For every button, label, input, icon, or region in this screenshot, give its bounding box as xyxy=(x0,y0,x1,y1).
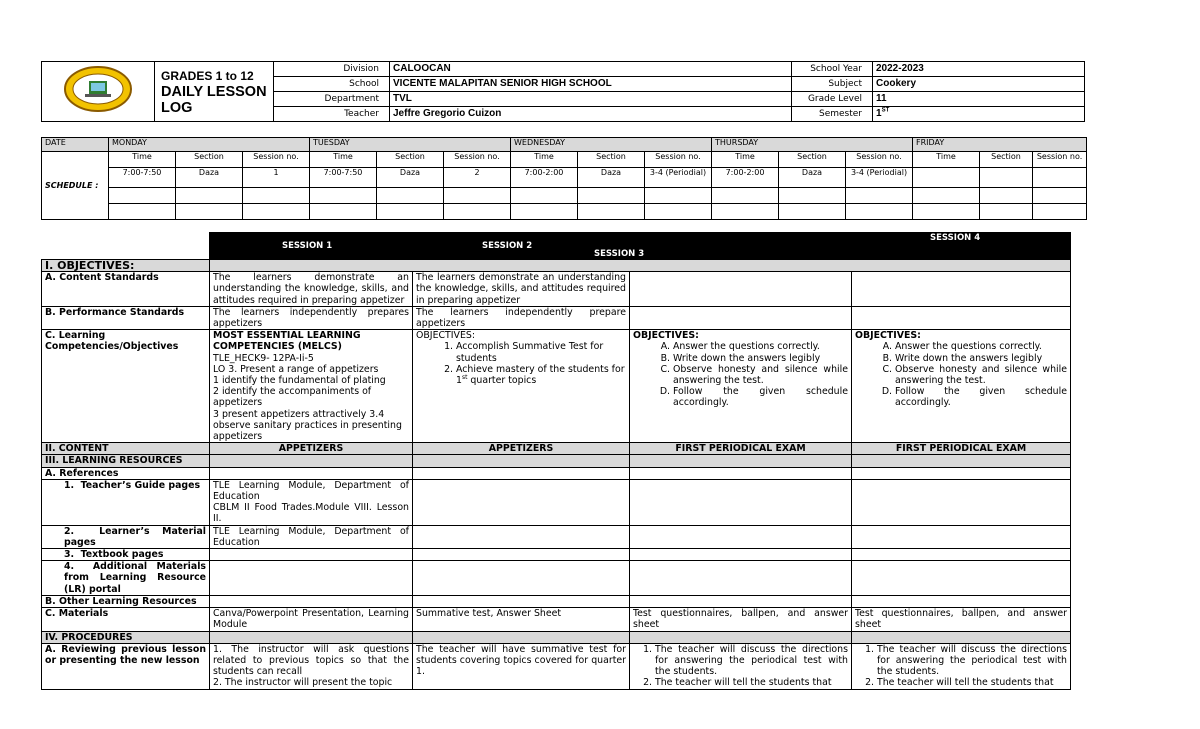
s4-objective: C. Observe honesty and silence while answering the test. xyxy=(895,364,1067,386)
col-time: Time xyxy=(712,152,779,168)
col-section: Section xyxy=(377,152,444,168)
am-s3 xyxy=(630,561,852,596)
s2-objective-2-text: Achieve mastery of the students for 1 xyxy=(456,363,625,387)
content-label-text: II. CONTENT xyxy=(45,443,109,455)
sched-cell xyxy=(712,188,779,204)
col-time: Time xyxy=(310,152,377,168)
col-time: Time xyxy=(109,152,176,168)
competencies-label-text: C. Learning Competencies/Objectives xyxy=(45,330,179,353)
col-session: Session no. xyxy=(846,152,913,168)
school-logo-cell xyxy=(42,62,155,122)
col-section: Section xyxy=(176,152,243,168)
content-s4: FIRST PERIODICAL EXAM xyxy=(852,443,1071,455)
col-section: Section xyxy=(980,152,1033,168)
materials-s3: Test questionnaires, ballpen, and answer sheet xyxy=(630,608,852,631)
competencies-label xyxy=(42,330,210,443)
title-line3: LOG xyxy=(161,99,193,116)
review-s1-item-1: 1. The instructor will ask questions related to previous topics so that the students can recall xyxy=(213,643,409,678)
s4-objective: D. Follow the given schedule accordingly. xyxy=(895,386,1067,408)
objectives-heading: I. OBJECTIVES: xyxy=(42,260,210,272)
sched-cell xyxy=(176,204,243,220)
title-line1: GRADES 1 to 12 xyxy=(161,68,254,83)
sched-cell xyxy=(913,188,980,204)
col-section: Section xyxy=(578,152,645,168)
review-s2: The teacher will have summative test for students covering topics covered for quarter 1. xyxy=(413,643,630,689)
department-label: Department xyxy=(274,92,390,107)
content-label xyxy=(42,443,210,455)
session-4-label: SESSION 4 xyxy=(930,233,981,243)
sched-cell xyxy=(176,188,243,204)
section-fill xyxy=(852,631,1071,643)
col-session: Session no. xyxy=(1033,152,1087,168)
review-s1-item-2: 2. The instructor will present the topic xyxy=(213,677,393,689)
lm-s1: TLE Learning Module, Department of Education xyxy=(210,525,413,548)
sched-cell xyxy=(779,204,846,220)
materials-s4: Test questionnaires, ballpen, and answer sheet xyxy=(852,608,1071,631)
sched-cell: 7:00-2:00 xyxy=(712,168,779,188)
content-standards-s4 xyxy=(852,272,1071,307)
performance-standards-s1: The learners independently prepares appetizers xyxy=(210,306,413,329)
school-year-label: School Year xyxy=(792,62,873,77)
section-fill xyxy=(210,260,1071,272)
section-fill xyxy=(852,455,1071,467)
session-1-label: SESSION 1 xyxy=(282,241,333,251)
sched-cell xyxy=(243,204,310,220)
semester-value xyxy=(873,107,1085,122)
sched-cell xyxy=(980,188,1033,204)
sched-cell xyxy=(1033,188,1087,204)
sched-cell xyxy=(1033,204,1087,220)
sched-cell xyxy=(310,188,377,204)
am-s1 xyxy=(210,561,413,596)
semester-label: Semester xyxy=(792,107,873,122)
teacher-label: Teacher xyxy=(274,107,390,122)
subject-value: Cookery xyxy=(873,77,1085,92)
melc-item-2: 2 identify the accompaniments of appetizers xyxy=(213,386,372,409)
olr-label: B. Other Learning Resources xyxy=(42,595,210,607)
date-label: DATE xyxy=(42,138,109,152)
materials-s1: Canva/Powerpoint Presentation, Learning Module xyxy=(210,608,413,631)
tb-label: 3. Textbook pages xyxy=(42,549,210,561)
day-thursday: THURSDAY xyxy=(712,138,913,152)
procedures-heading: IV. PROCEDURES xyxy=(42,631,210,643)
s2-objective-2 xyxy=(456,364,626,386)
s4-objective: B. Write down the answers legibly xyxy=(895,353,1067,364)
sched-cell: 2 xyxy=(444,168,511,188)
lm-label: 2. Learner’s Material pages xyxy=(42,525,210,548)
sched-cell xyxy=(846,204,913,220)
s3-objectives-heading: OBJECTIVES: xyxy=(633,330,699,342)
competencies-s1 xyxy=(210,330,413,443)
lm-s3 xyxy=(630,525,852,548)
col-time: Time xyxy=(913,152,980,168)
sched-cell: Daza xyxy=(377,168,444,188)
content-standards-label: A. Content Standards xyxy=(42,272,210,307)
blank-cell xyxy=(42,233,210,260)
dll-title xyxy=(155,62,274,122)
melc-item-1: 1 identify the fundamental of plating xyxy=(213,375,386,387)
section-fill xyxy=(210,455,413,467)
header-table xyxy=(41,61,1085,122)
tg-s4 xyxy=(852,479,1071,525)
s2-objective-1: 1. Accomplish Summative Test for students xyxy=(456,341,626,363)
sched-cell xyxy=(109,188,176,204)
schedule-table xyxy=(41,137,1087,220)
competencies-s2 xyxy=(413,330,630,443)
tb-s1 xyxy=(210,549,413,561)
sched-cell xyxy=(913,168,980,188)
performance-standards-s2: The learners independently prepare appetizers xyxy=(413,306,630,329)
sched-cell xyxy=(310,204,377,220)
olr-s1 xyxy=(210,595,413,607)
day-wednesday: WEDNESDAY xyxy=(511,138,712,152)
col-section: Section xyxy=(779,152,846,168)
col-time: Time xyxy=(511,152,578,168)
tg-s2 xyxy=(413,479,630,525)
review-s3 xyxy=(630,643,852,689)
school-logo-icon xyxy=(63,64,133,114)
ref-cell xyxy=(630,467,852,479)
title-line2: DAILY LESSON xyxy=(161,83,267,100)
lm-s4 xyxy=(852,525,1071,548)
division-value: CALOOCAN xyxy=(390,62,792,77)
performance-standards-label: B. Performance Standards xyxy=(42,306,210,329)
sched-cell xyxy=(578,188,645,204)
sched-cell xyxy=(444,204,511,220)
am-label-text: Additional Materials from Learning Resource (LR) portal xyxy=(64,561,206,595)
subject-label: Subject xyxy=(792,77,873,92)
sched-cell xyxy=(511,188,578,204)
ref-cell xyxy=(852,467,1071,479)
sched-cell: 7:00-7:50 xyxy=(310,168,377,188)
am-s4 xyxy=(852,561,1071,596)
col-session: Session no. xyxy=(243,152,310,168)
semester-number: 1 xyxy=(876,108,882,119)
division-label: Division xyxy=(274,62,390,77)
tb-s2 xyxy=(413,549,630,561)
review-label: A. Reviewing previous lesson or presenting the new lesson xyxy=(42,643,210,689)
review-s4-item: 1. The teacher will discuss the directions for answering the periodical test with the students. xyxy=(877,644,1067,678)
school-label: School xyxy=(274,77,390,92)
sched-cell: 3-4 (Periodial) xyxy=(846,168,913,188)
section-fill xyxy=(210,631,413,643)
lm-s2 xyxy=(413,525,630,548)
sched-cell xyxy=(511,204,578,220)
content-s3: FIRST PERIODICAL EXAM xyxy=(630,443,852,455)
s2-objective-2-sup: st xyxy=(461,373,468,381)
sched-cell xyxy=(846,188,913,204)
s2-objectives-heading: OBJECTIVES: xyxy=(416,330,475,342)
melc-code: TLE_HECK9- 12PA-Ii-5 xyxy=(213,352,314,364)
s3-objective: D. Follow the given schedule accordingly. xyxy=(673,386,848,408)
review-s3-item: 2. The teacher will tell the students that xyxy=(655,677,848,688)
lm-label-text: Learner’s Material pages xyxy=(64,525,206,548)
tb-s4 xyxy=(852,549,1071,561)
session-header-row xyxy=(42,233,1071,260)
references-label: A. References xyxy=(42,467,210,479)
ref-cell xyxy=(413,467,630,479)
sched-cell xyxy=(444,188,511,204)
performance-standards-s4 xyxy=(852,306,1071,329)
content-s1: APPETIZERS xyxy=(210,443,413,455)
competencies-s3 xyxy=(630,330,852,443)
section-fill xyxy=(413,631,630,643)
semester-suffix: ST xyxy=(881,107,890,114)
col-session: Session no. xyxy=(645,152,712,168)
ref-cell xyxy=(210,467,413,479)
grade-level-value: 11 xyxy=(873,92,1085,107)
sched-cell: 3-4 (Periodial) xyxy=(645,168,712,188)
day-monday: MONDAY xyxy=(109,138,310,152)
section-fill xyxy=(413,455,630,467)
olr-s3 xyxy=(630,595,852,607)
sched-cell xyxy=(980,204,1033,220)
content-standards-s3 xyxy=(630,272,852,307)
sched-cell xyxy=(243,188,310,204)
tg-label-text: Teacher’s Guide pages xyxy=(80,479,201,491)
sched-cell xyxy=(913,204,980,220)
sched-cell xyxy=(1033,168,1087,188)
s4-objective: A. Answer the questions correctly. xyxy=(895,341,1067,352)
department-value: TVL xyxy=(390,92,792,107)
teacher-value: Jeffre Gregorio Cuizon xyxy=(390,107,792,122)
sched-cell xyxy=(779,188,846,204)
content-standards-s2: The learners demonstrate an understanding the knowledge, skills, and attitudes required in preparing appetizer xyxy=(413,272,630,307)
session-2-label: SESSION 2 xyxy=(482,241,533,251)
day-friday: FRIDAY xyxy=(913,138,1087,152)
tb-label-text: Textbook pages xyxy=(80,549,164,561)
sched-cell: 7:00-7:50 xyxy=(109,168,176,188)
tg-s1-line1: TLE Learning Module, Department of Education xyxy=(213,479,409,503)
review-s3-item: 1. The teacher will discuss the directions for answering the periodical test with the students. xyxy=(655,644,848,678)
day-tuesday: TUESDAY xyxy=(310,138,511,152)
s3-objective: C. Observe honesty and silence while answering the test. xyxy=(673,364,848,386)
sched-cell: 7:00-2:00 xyxy=(511,168,578,188)
melc-item-3: 3 present appetizers attractively 3.4 observe sanitary practices in presenting appetizers xyxy=(213,408,402,443)
sched-cell xyxy=(377,188,444,204)
olr-s4 xyxy=(852,595,1071,607)
tg-s3 xyxy=(630,479,852,525)
session-3-label: SESSION 3 xyxy=(594,249,645,259)
s2-objective-2-tail: quarter topics xyxy=(467,375,537,387)
content-standards-s1: The learners demonstrate an understanding the knowledge, skills, and attitudes required in preparing appetizer xyxy=(210,272,413,307)
dll-table xyxy=(41,232,1071,690)
competencies-s4 xyxy=(852,330,1071,443)
s3-objective: A. Answer the questions correctly. xyxy=(673,341,848,352)
s4-objectives-heading: OBJECTIVES: xyxy=(855,330,921,342)
sched-cell xyxy=(712,204,779,220)
olr-s2 xyxy=(413,595,630,607)
tb-s3 xyxy=(630,549,852,561)
tg-s1 xyxy=(210,479,413,525)
col-session: Session no. xyxy=(444,152,511,168)
sched-cell xyxy=(980,168,1033,188)
tg-s1-line2: CBLM II Food Trades.Module VIII. Lesson II. xyxy=(213,502,409,525)
sched-cell: 1 xyxy=(243,168,310,188)
am-s2 xyxy=(413,561,630,596)
melc-heading: MOST ESSENTIAL LEARNING COMPETENCIES (MELCS) xyxy=(213,330,361,353)
section-fill xyxy=(630,455,852,467)
schedule-label: SCHEDULE : xyxy=(42,152,109,220)
materials-s2: Summative test, Answer Sheet xyxy=(413,608,630,631)
tg-label: 1. Teacher’s Guide pages xyxy=(42,479,210,525)
performance-standards-s3 xyxy=(630,306,852,329)
sched-cell xyxy=(645,188,712,204)
sched-cell: Daza xyxy=(578,168,645,188)
sched-cell: Daza xyxy=(176,168,243,188)
review-s1 xyxy=(210,643,413,689)
school-value: VICENTE MALAPITAN SENIOR HIGH SCHOOL xyxy=(390,77,792,92)
learning-resources-heading: III. LEARNING RESOURCES xyxy=(42,455,210,467)
review-s4-item: 2. The teacher will tell the students that xyxy=(877,677,1067,688)
sched-cell xyxy=(377,204,444,220)
am-label: 4. Additional Materials from Learning Resource (LR) portal xyxy=(42,561,210,596)
s3-objective: B. Write down the answers legibly xyxy=(673,353,848,364)
sched-cell xyxy=(109,204,176,220)
session-header xyxy=(210,233,1071,260)
sched-cell xyxy=(578,204,645,220)
grade-level-label: Grade Level xyxy=(792,92,873,107)
section-fill xyxy=(630,631,852,643)
melc-lo: LO 3. Present a range of appetizers xyxy=(213,363,379,375)
school-year-value: 2022-2023 xyxy=(873,62,1085,77)
content-s2: APPETIZERS xyxy=(413,443,630,455)
sched-cell xyxy=(645,204,712,220)
review-s4 xyxy=(852,643,1071,689)
materials-label: C. Materials xyxy=(42,608,210,631)
sched-cell: Daza xyxy=(779,168,846,188)
